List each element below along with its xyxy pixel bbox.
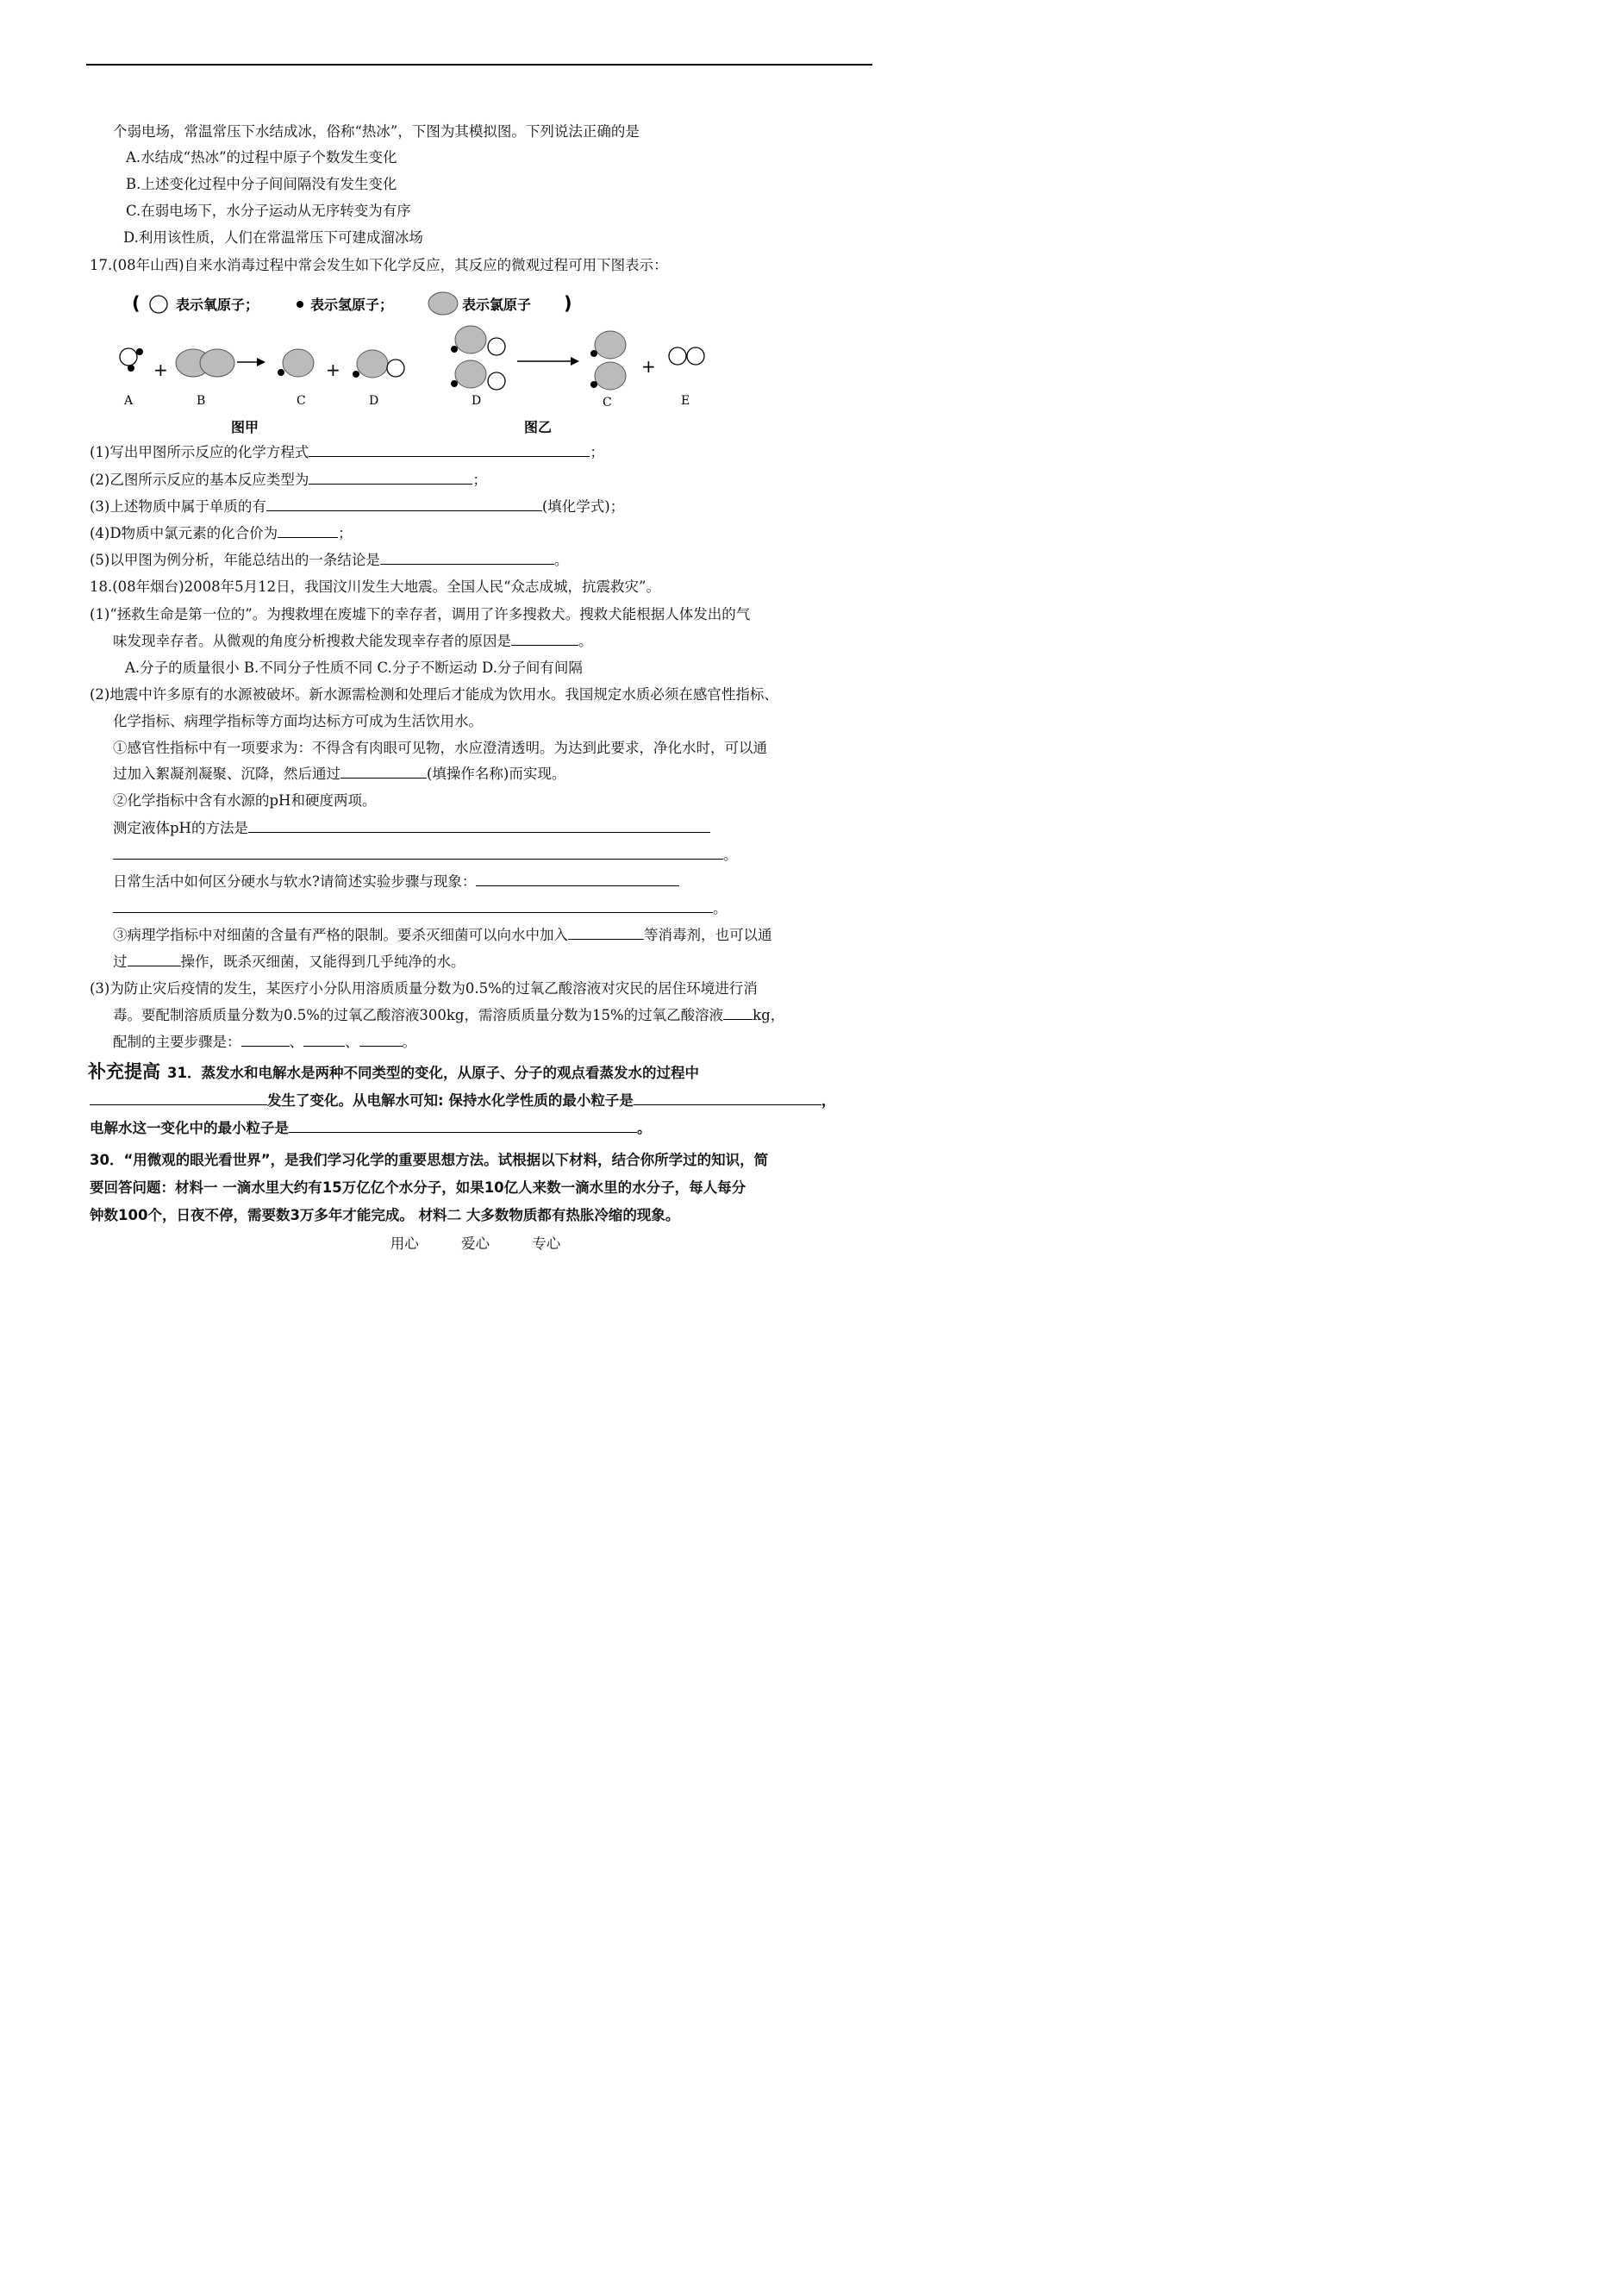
reaction-diagram [112,291,629,440]
molecule-d [353,350,404,378]
answer-blank[interactable] [359,1033,403,1047]
answer-blank[interactable] [90,1091,267,1105]
label-d2: D [472,394,482,408]
question-17-5: (5)以甲图为例分析，年能总结出的一条结论是 。 [90,552,569,568]
answer-blank[interactable] [266,497,542,511]
question-17-2: (2)乙图所示反应的基本反应类型为 ； [90,472,487,488]
text-line: 要回答问题：材料一 一滴水里大约有15万亿亿个水分子，如果10亿人来数一滴水里的水分子，每人每分 [90,1179,746,1196]
hydrogen-atom-icon [297,301,303,308]
answer-blank[interactable] [568,926,644,940]
legend-chlorine: 表示氯原子 [462,297,532,313]
header-rule [86,64,872,66]
legend-oxygen: 表示氧原子； [176,297,259,313]
arrow-icon [517,357,579,366]
answer-blank[interactable] [511,632,578,646]
label-e: E [681,394,690,408]
svg-text:(: ( [132,293,141,314]
question-18-3: (3)为防止灾后疫情的发生，某医疗小分队用溶质质量分数为0.5%的过氧乙酸溶液对灾民的居住环境进行消 [90,980,758,997]
text-line: 发生了变化。从电解水可知: 保持水化学性质的最小粒子是 ， [90,1091,835,1110]
text-line: 日常生活中如何区分硬水与软水?请简述实验步骤与现象： [113,872,679,891]
label-b: B [197,394,206,408]
option-b: B.上述变化过程中分子间间隔没有发生变化 [126,176,397,192]
oxygen-atom-icon [150,296,167,313]
label-a: A [124,394,134,408]
molecule-b [176,349,234,377]
label-c2: C [603,396,612,410]
molecule-e [669,347,686,365]
question-31: 补充提高 31．蒸发水和电解水是两种不同类型的变化，从原子、分子的观点看蒸发水的过程中 [88,1061,699,1082]
question-18-1-options: A.分子的质量很小 B.不同分子性质不同 C.分子不断运动 D.分子间有间隔 [125,660,583,676]
answer-blank[interactable] [340,765,427,779]
molecule-c [278,349,314,377]
answer-blank[interactable] [303,1033,345,1047]
option-a: A.水结成“热冰”的过程中原子个数发生变化 [126,149,397,166]
answer-blank[interactable] [309,443,590,457]
answer-blank[interactable] [113,846,723,860]
plus-sign: + [641,356,656,377]
plus-sign: + [153,360,168,380]
answer-blank[interactable] [128,953,181,966]
label-d: D [369,394,379,408]
arrow-icon [237,358,265,366]
option-d: D.利用该性质，人们在常温常压下可建成溜冰场 [123,229,423,246]
question-30: 30．“用微观的眼光看世界”，是我们学习化学的重要思想方法。试根据以下材料，结合你所学过的知识，简 [90,1152,769,1168]
caption-jia: 图甲 [231,419,259,435]
answer-blank[interactable] [723,1006,753,1020]
answer-blank[interactable] [289,1119,637,1133]
molecules-d-pair [451,326,505,390]
answer-blank[interactable] [476,872,679,886]
chlorine-atom-icon [428,292,458,315]
answer-blank[interactable] [309,471,472,485]
molecules-c-pair [590,331,626,390]
text-line: ③病理学指标中对细菌的含量有严格的限制。要杀灭细菌可以向水中加入 等消毒剂，也可以通 [113,927,772,943]
text-line: 过 操作，既杀灭细菌，又能得到几乎纯净的水。 [113,954,465,970]
text-line: 毒。要配制溶质质量分数为0.5%的过氧乙酸溶液300kg，需溶质质量分数为15%的过氧乙酸溶液 kg， [113,1007,785,1023]
answer-blank[interactable] [380,551,554,565]
diagram-legend [132,292,572,315]
text-line: 过加入絮凝剂凝聚、沉降，然后通过 (填操作名称)而实现。 [113,766,566,782]
text-line: 化学指标、病理学指标等方面均达标方可成为生活饮用水。 [113,713,483,729]
footer-text: 专心 [532,1235,561,1252]
text-line: 钟数100个，日夜不停，需要数3万多年才能完成。 材料二 大多数物质都有热胀冷缩的现象。 [90,1207,680,1223]
question-18-1-cont: 味发现幸存者。从微观的角度分析搜救犬能发现幸存者的原因是 。 [113,633,593,649]
question-17-1: (1)写出甲图所示反应的化学方程式 ； [90,444,604,460]
question-17-4: (4)D物质中氯元素的化合价为 ； [90,525,353,541]
plus-sign: + [326,360,340,380]
caption-yi: 图乙 [524,419,553,435]
question-17: 17.(08年山西)自来水消毒过程中常会发生如下化学反应，其反应的微观过程可用下图表示： [90,257,668,273]
legend-hydrogen: 表示氢原子； [310,297,394,313]
text-line: 测定液体pH的方法是 [113,819,710,838]
answer-blank[interactable] [278,524,338,538]
answer-blank[interactable] [248,819,710,833]
molecule-a [120,348,143,372]
page-footer [0,1232,951,1253]
option-c: C.在弱电场下，水分子运动从无序转变为有序 [126,203,411,219]
text-line: 电解水这一变化中的最小粒子是 。 [90,1120,652,1136]
question-18-1: (1)“拯救生命是第一位的”。为搜救埋在废墟下的幸存者，调用了许多搜救犬。搜救犬能根据人体发出的气 [90,606,751,622]
footer-text: 用心 [390,1235,419,1252]
label-c: C [297,394,306,408]
text-line: 个弱电场，常温常压下水结成冰，俗称“热冰”，下图为其模拟图。下列说法正确的是 [113,123,640,140]
question-18-2: (2)地震中许多原有的水源被破坏。新水源需检测和处理后才能成为饮用水。我国规定水质必须在感官性指标、 [90,686,778,703]
question-18: 18.(08年烟台)2008年5月12日，我国汶川发生大地震。全国人民“众志成城，抗震救灾”。 [90,578,660,595]
text-line: 。 [113,899,728,918]
section-title: 补充提高 [88,1061,160,1082]
text-line: 。 [113,846,738,865]
answer-blank[interactable] [634,1091,821,1105]
footer-text: 爱心 [461,1235,490,1252]
molecule-e-group [629,341,724,410]
text-line: 配制的主要步骤是： 、 、 。 [113,1034,416,1050]
text-line: ②化学指标中含有水源的pH和硬度两项。 [113,792,377,809]
answer-blank[interactable] [241,1033,290,1047]
svg-text:): ) [564,293,572,314]
question-17-3: (3)上述物质中属于单质的有 (填化学式)； [90,498,625,515]
answer-blank[interactable] [113,899,713,913]
text-line: ①感官性指标中有一项要求为：不得含有肉眼可见物，水应澄清透明。为达到此要求，净化水时，可以通 [113,740,767,756]
diagram-labels [123,394,612,410]
